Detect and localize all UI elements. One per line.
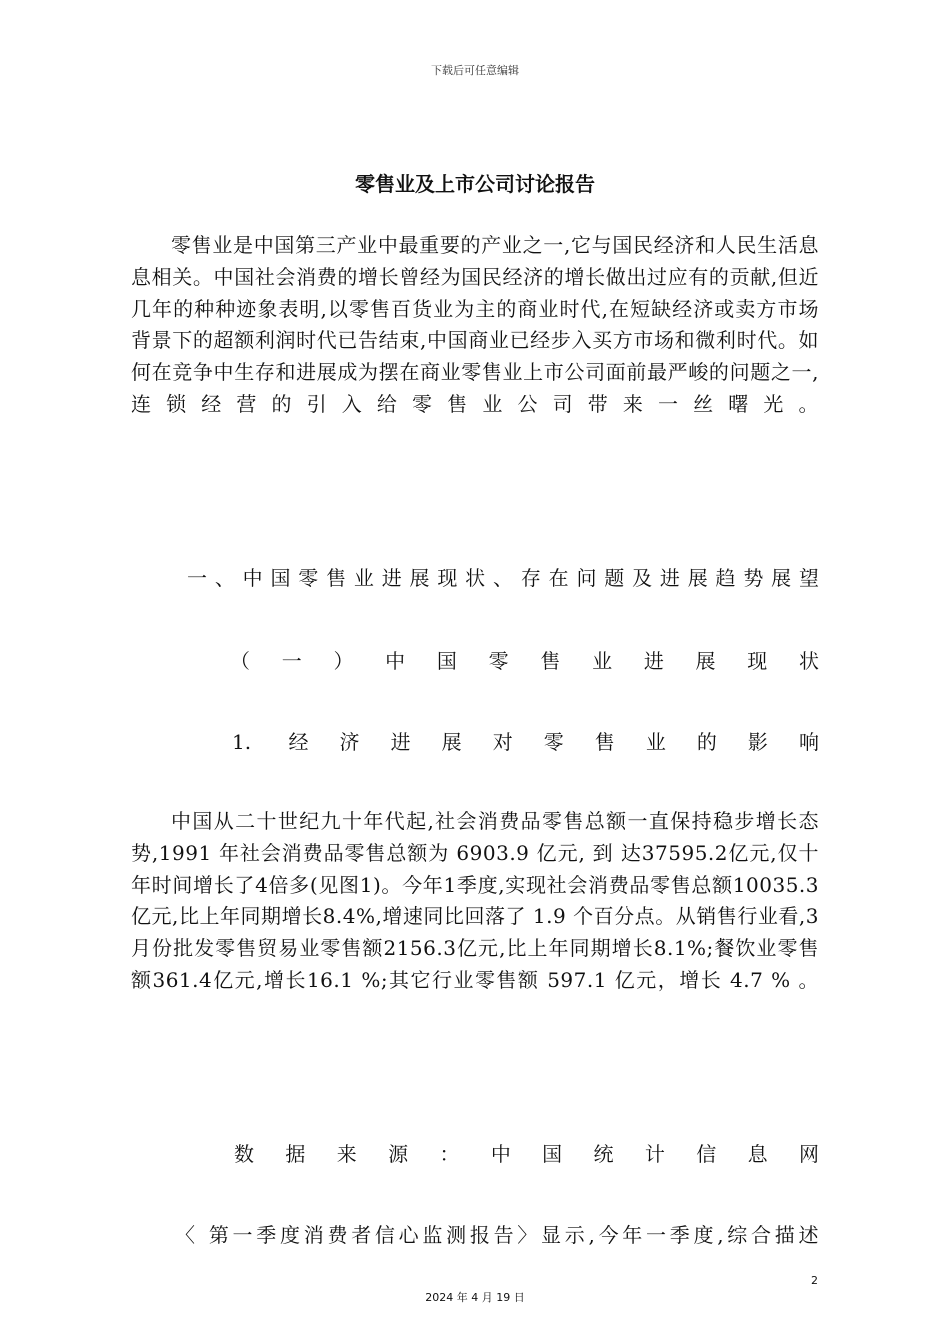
page-footer-date: 2024 年 4 月 19 日	[425, 1291, 525, 1304]
intro-paragraph-block	[131, 230, 819, 421]
subsection-heading: （一）中国零售业进展现状	[230, 649, 819, 673]
page-header: 下载后可任意编辑	[431, 64, 519, 77]
economy-paragraph: 中国从二十世纪九十年代起,社会消费品零售总额一直保持稳步增长态势,1991 年社会消费品零售总额为 6903.9 亿元, 到 达37595.2亿元,仅十年时间增长了4倍多(见图1)。今年1季度,实现社会消费品零售总额10035.3亿元,比上年同期增长8.4%,增速同比回落了 1.9 个百分点。从销售行业看,3 月份批发零售贸易业零售额2156.3亿元,比上年同期增长8.1%;餐饮业零售额361.4亿元,增长16.1 %;其它行业零售额 597.1 亿元，增长 4.7 % 。	[131, 809, 819, 992]
document-title: 零售业及上市公司讨论报告	[355, 172, 595, 196]
section-heading: 一、中国零售业进展现状、存在问题及进展趋势展望	[187, 566, 819, 590]
subsubsection-heading: 1. 经济进展对零售业的影响	[232, 730, 819, 754]
consumer-paragraph: 〈 第一季度消费者信心监测报告〉显示,今年一季度,综合描述	[175, 1223, 819, 1247]
consumer-paragraph-block	[175, 1220, 819, 1252]
page-number: 2	[811, 1274, 818, 1287]
economy-paragraph-block	[131, 806, 819, 997]
intro-paragraph: 零售业是中国第三产业中最重要的产业之一,它与国民经济和人民生活息息相关。中国社会消费的增长曾经为国民经济的增长做出过应有的贡献,但近几年的种种迹象表明,以零售百货业为主的商业时代,在短缺经济或卖方市场背景下的超额利润时代已告结束,中国商业已经步入买方市场和微利时代。如何在竞争中生存和进展成为摆在商业零售业上市公司面前最严峻的问题之一,连锁经营的引入给零售业公司带来一丝曙光。	[131, 233, 819, 416]
data-source-note: 数据来源：中国统计信息网	[234, 1142, 819, 1166]
